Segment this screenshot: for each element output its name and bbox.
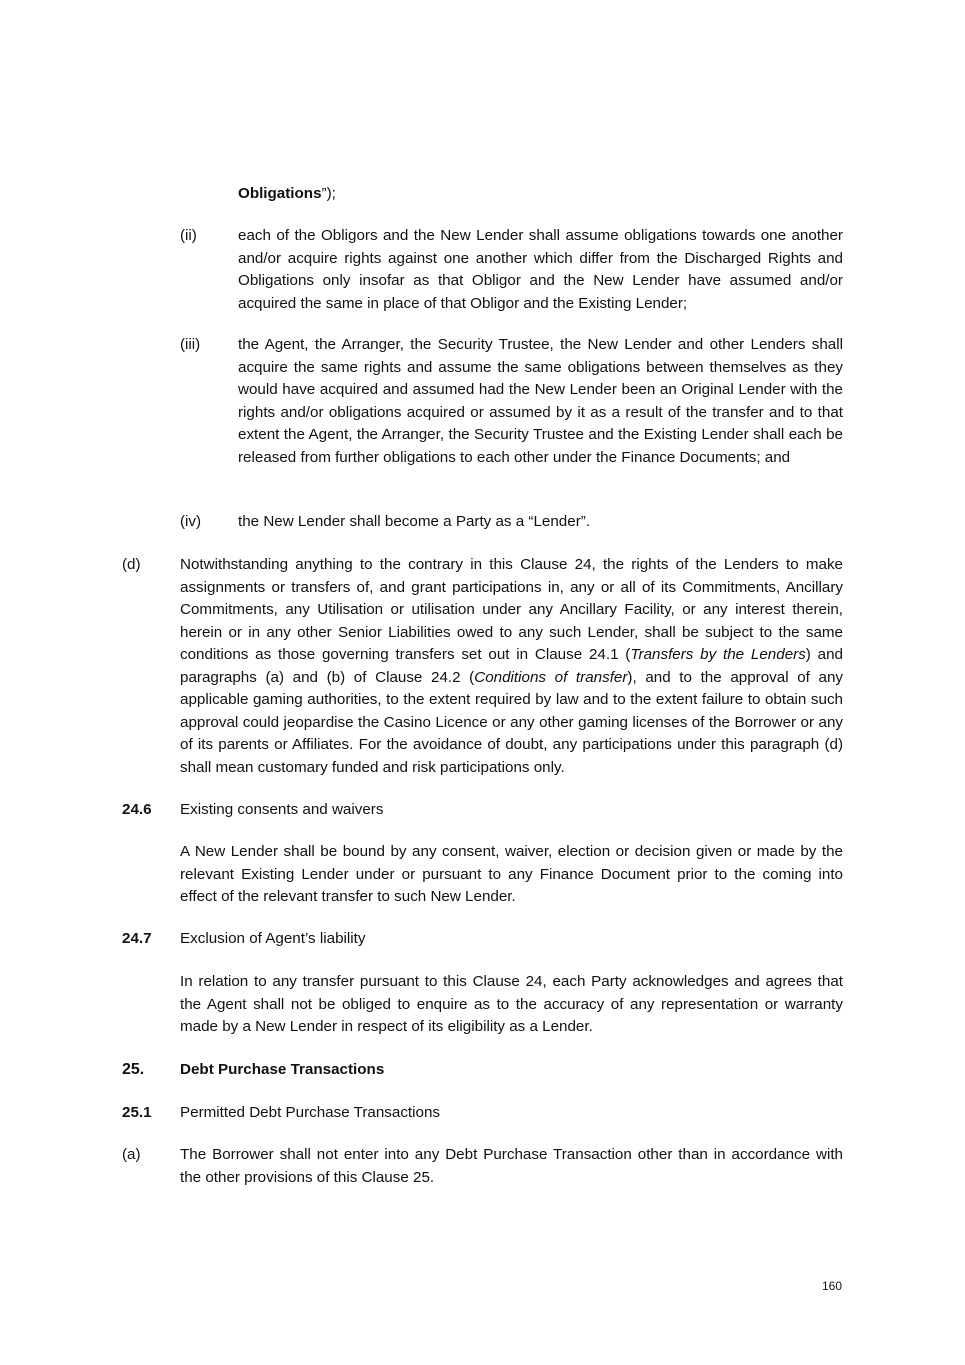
- para-label-a: (a): [122, 1146, 141, 1163]
- item-label-iv: (iv): [180, 513, 202, 530]
- para-text-a: The Borrower shall not enter into any Debt Purchase Transaction other than in accordance with the other provisions of this Clause 25.: [180, 1146, 843, 1186]
- clause-title-24-6: Existing consents and waivers: [180, 801, 384, 818]
- item-text-iv: the New Lender shall become a Party as a “Lender”.: [238, 513, 591, 530]
- para-text-d: [180, 554, 843, 779]
- bold-term: Obligations: [238, 185, 322, 202]
- para-label-d: (d): [122, 556, 141, 573]
- clause-number-25-1: 25.1: [122, 1104, 152, 1121]
- clause-title-24-7: Exclusion of Agent’s liability: [180, 930, 366, 947]
- clause-number-24-7: 24.7: [122, 930, 152, 947]
- page-number: 160: [822, 1279, 843, 1293]
- para-d-italic-1: Transfers by the Lenders: [630, 646, 806, 663]
- para-d-text-1: Notwithstanding anything to the contrary in this Clause 24, the rights of the Lenders to make assignments or transfers of, and grant participations in, any or all of its Commitments, Ancillary Commitments, any Utilisation or utilisation under any Ancillary Facility, or any interest therein, herein or in any other Senior Liabilities owed to any such Lender, shall be subject to the same conditions as those governing transfers set out in Clause 24.1 (: [180, 556, 843, 663]
- item-label-iii: (iii): [180, 336, 201, 353]
- clause-text-24-7: In relation to any transfer pursuant to this Clause 24, each Party acknowledges and agrees that the Agent shall not be obliged to enquire as to the accuracy of any representation or warranty made by a New Lender in respect of its eligibility as a Lender.: [180, 973, 843, 1035]
- clause-text-24-6: A New Lender shall be bound by any consent, waiver, election or decision given or made by the relevant Existing Lender under or pursuant to any Finance Document prior to the coming into effect of the relevant transfer to such New Lender.: [180, 843, 843, 905]
- clause-title-25-1: Permitted Debt Purchase Transactions: [180, 1104, 440, 1121]
- para-d-italic-2: Conditions of transfer: [474, 668, 628, 686]
- para-d-text-3: ), and to the approval of any applicable gaming authorities, to the extent required by law and to the extent failure to obtain such approval could jeopardise the Casino Licence or any other gaming licenses of the Borrower or any of its parents or Affiliates. For the avoidance of doubt, any participations under this paragraph (d) shall mean customary funded and risk participations only.: [180, 668, 843, 776]
- para-d-text-2: ) and paragraphs (a) and (b) of Clause 24.2 (: [180, 646, 843, 686]
- clause-number-24-6: 24.6: [122, 801, 152, 818]
- clause-title-25: Debt Purchase Transactions: [180, 1061, 385, 1078]
- continuation-tail: ”);: [321, 185, 336, 202]
- clause-number-25: 25.: [122, 1061, 145, 1078]
- item-text-iii: the Agent, the Arranger, the Security Trustee, the New Lender and other Lenders shall acquire the same rights and assume the same obligations between themselves as they would have acquired and assumed had the New Lender been an Original Lender with the rights and/or obligations acquired or assumed by it as a result of the transfer and to that extent the Agent, the Arranger, the Security Trustee and the Existing Lender shall each be released from further obligations to each other under the Finance Documents; and: [238, 336, 843, 466]
- item-label-ii: (ii): [180, 227, 197, 244]
- item-text-ii: each of the Obligors and the New Lender shall assume obligations towards one another and/or acquire rights against one another which differ from the Discharged Rights and Obligations only insofar as that Obligor and the New Lender have assumed and/or acquired the same in place of that Obligor and the Existing Lender;: [238, 227, 843, 312]
- clause-continuation: [238, 183, 843, 206]
